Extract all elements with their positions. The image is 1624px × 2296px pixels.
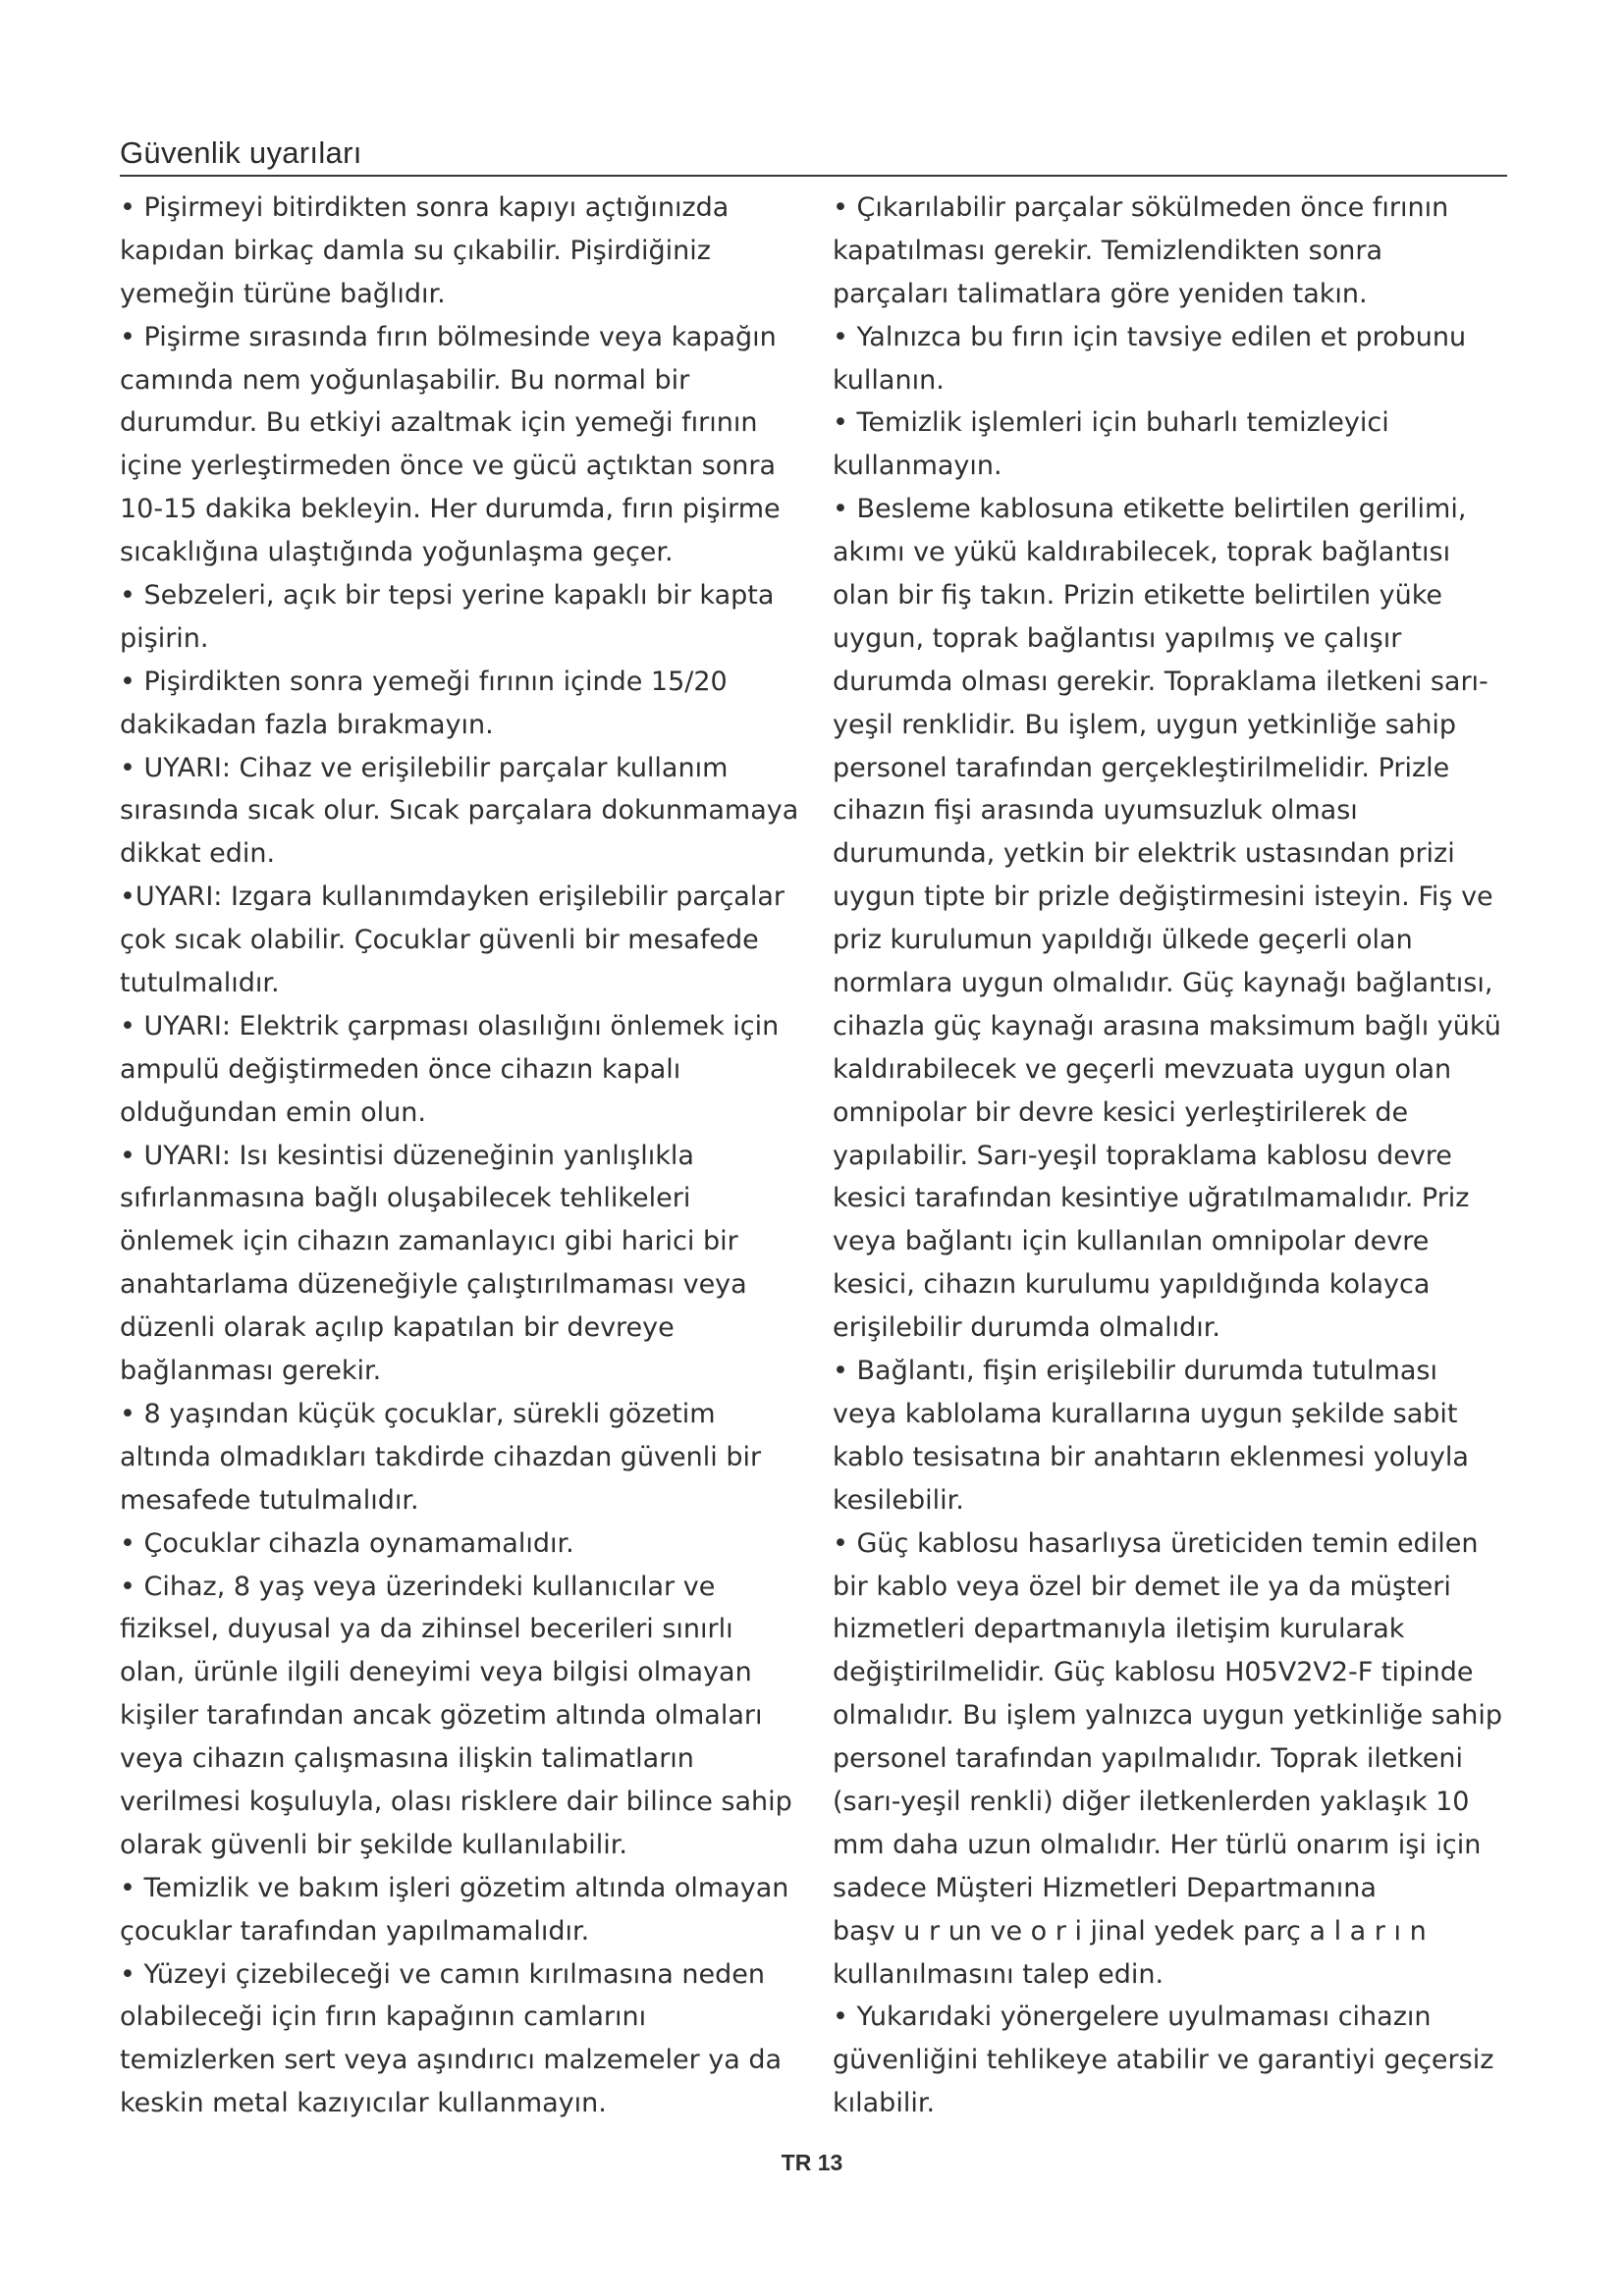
page-number: TR 13 bbox=[781, 2150, 843, 2175]
text-line: içine yerleştirmeden önce ve gücü açtıktan sonra bbox=[120, 451, 777, 482]
text-line: olabileceği için fırın kapağının camlarını bbox=[120, 2002, 647, 2033]
text-line: • Temizlik işlemleri için buharlı temizleyici bbox=[833, 407, 1389, 439]
text-line: mesafede tutulmalıdır. bbox=[120, 1484, 419, 1516]
text-line: yeşil renklidir. Bu işlem, uygun yetkinliğe sahip bbox=[833, 709, 1457, 740]
text-line: • Yalnızca bu fırın için tavsiye edilen et probunu bbox=[833, 321, 1467, 352]
text-line: dakikadan fazla bırakmayın. bbox=[120, 709, 494, 740]
text-line: • Çıkarılabilir parçalar sökülmeden önce fırının bbox=[833, 192, 1449, 223]
text-line: sıcaklığına ulaştığında yoğunlaşma geçer. bbox=[120, 537, 674, 568]
text-line: camında nem yoğunlaşabilir. Bu normal bir bbox=[120, 364, 690, 396]
text-line: uygun, toprak bağlantısı yapılmış ve çalışır bbox=[833, 622, 1402, 654]
text-line: • Güç kablosu hasarlıysa üreticiden temin edilen bbox=[833, 1527, 1479, 1559]
text-line: kullanmayın. bbox=[833, 451, 1002, 482]
text-line: olarak güvenli bir şekilde kullanılabilir. bbox=[120, 1829, 627, 1860]
text-line: kesici, cihazın kurulumu yapıldığında kolayca bbox=[833, 1269, 1431, 1301]
text-line: kapatılması gerekir. Temizlendikten sonra bbox=[833, 235, 1382, 266]
text-line: akımı ve yükü kaldırabilecek, toprak bağlantısı bbox=[833, 537, 1451, 568]
text-line: normlara uygun olmalıdır. Güç kaynağı bağlantısı, bbox=[833, 968, 1493, 999]
text-line: yemeğin türüne bağlıdır. bbox=[120, 278, 446, 309]
text-line: parçaları talimatlara göre yeniden takın. bbox=[833, 278, 1368, 309]
text-line: omnipolar bir devre kesici yerleştirilerek de bbox=[833, 1096, 1409, 1128]
text-line: kaldırabilecek ve geçerli mevzuata uygun olan bbox=[833, 1053, 1452, 1085]
text-line: • Yüzeyi çizebileceği ve camın kırılmasına neden bbox=[120, 1958, 765, 1990]
text-line: hizmetleri departmanıyla iletişim kurularak bbox=[833, 1614, 1405, 1645]
text-line: durumdur. Bu etkiyi azaltmak için yemeği fırının bbox=[120, 407, 758, 439]
text-line: kapıdan birkaç damla su çıkabilir. Pişirdiğiniz bbox=[120, 235, 711, 266]
text-line: verilmesi koşuluyla, olası risklere dair bilince sahip bbox=[120, 1786, 792, 1817]
text-line: olmalıdır. Bu işlem yalnızca uygun yetkinliğe sahip bbox=[833, 1700, 1503, 1732]
text-line: • Pişirmeyi bitirdikten sonra kapıyı açtığınızda bbox=[120, 192, 730, 223]
text-line: •UYARI: Izgara kullanımdayken erişilebilir parçalar bbox=[120, 881, 785, 913]
text-line: önlemek için cihazın zamanlayıcı gibi harici bir bbox=[120, 1226, 738, 1257]
text-line: • UYARI: Isı kesintisi düzeneğinin yanlışlıkla bbox=[120, 1140, 694, 1171]
text-line: bir kablo veya özel bir demet ile ya da müşteri bbox=[833, 1571, 1451, 1602]
text-line: erişilebilir durumda olmalıdır. bbox=[833, 1312, 1220, 1344]
text-line: • Sebzeleri, açık bir tepsi yerine kapaklı bir kapta bbox=[120, 580, 775, 612]
text-line: • 8 yaşından küçük çocuklar, sürekli gözetim bbox=[120, 1398, 716, 1429]
text-line: priz kurulumun yapıldığı ülkede geçerli olan bbox=[833, 925, 1413, 956]
text-line: keskin metal kazıyıcılar kullanmayın. bbox=[120, 2088, 607, 2119]
text-line: • UYARI: Elektrik çarpması olasılığını önlemek için bbox=[120, 1010, 780, 1041]
text-line: uygun tipte bir prizle değiştirmesini isteyin. Fiş ve bbox=[833, 881, 1493, 913]
text-line: çocuklar tarafından yapılmamalıdır. bbox=[120, 1915, 590, 1947]
text-line: çok sıcak olabilir. Çocuklar güvenli bir mesafede bbox=[120, 925, 759, 956]
text-line: olan bir fiş takın. Prizin etikette belirtilen yüke bbox=[833, 580, 1443, 612]
text-line: kişiler tarafından ancak gözetim altında olmaları bbox=[120, 1700, 763, 1732]
text-line: başv u r un ve o r i jinal yedek parç a l a r ı n bbox=[833, 1915, 1427, 1947]
text-line: • Besleme kablosuna etikette belirtilen gerilimi, bbox=[833, 494, 1467, 525]
text-line: • Pişirme sırasında fırın bölmesinde veya kapağın bbox=[120, 321, 777, 352]
text-line: sırasında sıcak olur. Sıcak parçalara dokunmamaya bbox=[120, 795, 799, 827]
text-line: anahtarlama düzeneğiyle çalıştırılmaması veya bbox=[120, 1269, 747, 1301]
text-line: dikkat edin. bbox=[120, 838, 276, 870]
text-line: olan, ürünle ilgili deneyimi veya bilgisi olmayan bbox=[120, 1657, 752, 1688]
text-line: bağlanması gerekir. bbox=[120, 1356, 382, 1387]
text-line: veya kablolama kurallarına uygun şekilde sabit bbox=[833, 1398, 1458, 1429]
text-line: yapılabilir. Sarı-yeşil topraklama kablosu devre bbox=[833, 1140, 1452, 1171]
text-line: olduğundan emin olun. bbox=[120, 1096, 426, 1128]
text-line: • Bağlantı, fişin erişilebilir durumda tutulması bbox=[833, 1356, 1437, 1387]
text-line: temizlerken sert veya aşındırıcı malzemeler ya da bbox=[120, 2045, 783, 2076]
text-line: değiştirilmelidir. Güç kablosu H05V2V2-F tipinde bbox=[833, 1657, 1474, 1688]
text-line: personel tarafından gerçekleştirilmelidir. Prizle bbox=[833, 752, 1450, 783]
text-line: kullanın. bbox=[833, 364, 945, 396]
text-line: fiziksel, duyusal ya da zihinsel becerileri sınırlı bbox=[120, 1614, 733, 1645]
text-line: • Yukarıdaki yönergelere uyulmaması cihazın bbox=[833, 2002, 1432, 2033]
heading-underline bbox=[120, 175, 1507, 177]
text-line: • UYARI: Cihaz ve erişilebilir parçalar kullanım bbox=[120, 752, 729, 783]
text-line: (sarı-yeşil renkli) diğer iletkenlerden yaklaşık 10 bbox=[833, 1786, 1470, 1817]
text-line: • Çocuklar cihazla oynamamalıdır. bbox=[120, 1527, 574, 1559]
text-line: kesici tarafından kesintiye uğratılmamalıdır. Priz bbox=[833, 1183, 1470, 1214]
text-line: düzenli olarak açılıp kapatılan bir devreye bbox=[120, 1312, 675, 1344]
left-column bbox=[120, 187, 819, 2125]
text-line: altında olmadıkları takdirde cihazdan güvenli bir bbox=[120, 1441, 762, 1472]
text-line: kullanılmasını talep edin. bbox=[833, 1958, 1164, 1990]
text-line: cihazın fişi arasında uyumsuzluk olması bbox=[833, 795, 1358, 827]
text-line: pişirin. bbox=[120, 622, 209, 654]
text-line: • Pişirdikten sonra yemeği fırının içinde 15/20 bbox=[120, 666, 728, 697]
text-line: veya bağlantı için kullanılan omnipolar devre bbox=[833, 1226, 1430, 1257]
text-line: tutulmalıdır. bbox=[120, 968, 280, 999]
text-line: kılabilir. bbox=[833, 2088, 936, 2119]
text-line: veya cihazın çalışmasına ilişkin talimatların bbox=[120, 1743, 694, 1775]
text-line: cihazla güç kaynağı arasına maksimum bağlı yükü bbox=[833, 1010, 1501, 1041]
right-column bbox=[833, 187, 1540, 2125]
text-line: sıfırlanmasına bağlı oluşabilecek tehlikeleri bbox=[120, 1183, 691, 1214]
text-line: durumunda, yetkin bir elektrik ustasından prizi bbox=[833, 838, 1455, 870]
text-line: durumda olması gerekir. Topraklama iletkeni sarı- bbox=[833, 666, 1489, 697]
text-line: mm daha uzun olmalıdır. Her türlü onarım işi için bbox=[833, 1829, 1482, 1860]
text-line: güvenliğini tehlikeye atabilir ve garantiyi geçersiz bbox=[833, 2045, 1494, 2076]
section-heading: Güvenlik uyarıları bbox=[120, 135, 362, 170]
text-line: kablo tesisatına bir anahtarın eklenmesi yoluyla bbox=[833, 1441, 1469, 1472]
text-line: • Temizlik ve bakım işleri gözetim altında olmayan bbox=[120, 1872, 789, 1903]
text-line: kesilebilir. bbox=[833, 1484, 964, 1516]
text-line: • Cihaz, 8 yaş veya üzerindeki kullanıcılar ve bbox=[120, 1571, 716, 1602]
text-line: sadece Müşteri Hizmetleri Departmanına bbox=[833, 1872, 1377, 1903]
text-line: personel tarafından yapılmalıdır. Toprak iletkeni bbox=[833, 1743, 1463, 1775]
text-line: ampulü değiştirmeden önce cihazın kapalı bbox=[120, 1053, 681, 1085]
text-line: 10-15 dakika bekleyin. Her durumda, fırın pişirme bbox=[120, 494, 781, 525]
